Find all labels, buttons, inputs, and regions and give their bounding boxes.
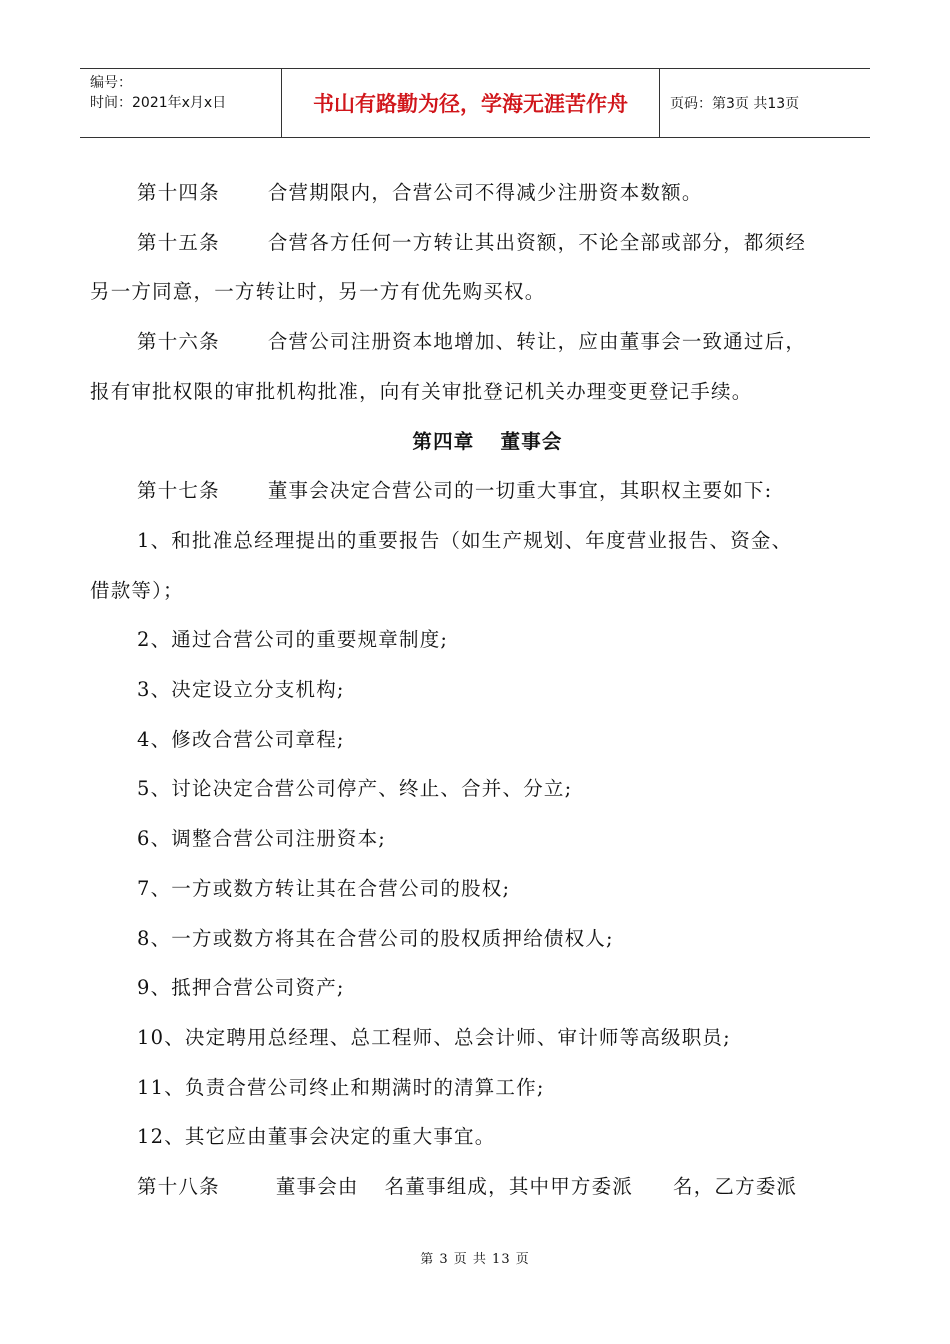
list-item-continued: 借款等）； [90, 578, 184, 602]
article-18 [90, 1162, 865, 1212]
page-header [80, 68, 870, 138]
article-number: 第十五条 [137, 230, 220, 254]
list-item: 7、一方或数方转让其在合营公司的股权; [137, 876, 511, 900]
article-text-part2: 名董事组成，其中甲方委派 [384, 1175, 634, 1199]
list-item: 6、调整合营公司注册资本; [137, 827, 387, 851]
header-meta [80, 69, 282, 137]
article-16-continued: 报有审批权限的审批机构批准，向有关审批登记机关办理变更登记手续。 [90, 379, 753, 403]
article-number: 第十八条 [137, 1175, 220, 1199]
list-item: 2、通过合营公司的重要规章制度; [137, 628, 449, 652]
list-item: 12、其它应由董事会决定的重大事宜。 [137, 1125, 496, 1149]
chapter-title: 董事会 [500, 429, 563, 453]
list-item: 11、负责合营公司终止和期满时的清算工作; [137, 1075, 545, 1099]
article-16 [90, 317, 865, 367]
list-item: 5、讨论决定合营公司停产、终止、合并、分立; [137, 777, 573, 801]
article-text: 合营各方任何一方转让其出资额，不论全部或部分，都须经 [267, 230, 807, 254]
article-15-continued: 另一方同意，一方转让时，另一方有优先购买权。 [90, 280, 546, 304]
article-text: 合营公司注册资本地增加、转让，应由董事会一致通过后， [267, 330, 807, 354]
article-text-part3: 名，乙方委派 [673, 1175, 798, 1199]
article-text: 董事会决定合营公司的一切重大事宜，其职权主要如下: [267, 479, 773, 503]
chapter-number: 第四章 [412, 429, 475, 453]
list-item: 10、决定聘用总经理、总工程师、总会计师、审计师等高级职员; [137, 1025, 731, 1049]
list-item: 3、决定设立分支机构; [137, 678, 345, 702]
document-body [90, 168, 865, 1212]
header-page-info: 页码：第3页 共13页 [670, 96, 800, 112]
article-number: 第十七条 [137, 479, 220, 503]
document-date: 时间：2021年x月x日 [90, 95, 227, 111]
chapter-heading [90, 417, 865, 467]
header-motto: 书山有路勤为径，学海无涯苦作舟 [282, 69, 660, 137]
article-14 [90, 168, 865, 218]
article-text-part1: 董事会由 [275, 1175, 359, 1199]
list-item: 8、一方或数方将其在合营公司的股权质押给债权人; [137, 926, 614, 950]
page-footer: 第 3 页 共 13 页 [420, 1252, 530, 1267]
list-item: 9、抵押合营公司资产; [137, 976, 345, 1000]
list-item: 1、和批准总经理提出的重要报告（如生产规划、年度营业报告、资金、 [137, 528, 793, 552]
article-15 [90, 218, 865, 268]
article-number: 第十六条 [137, 330, 220, 354]
document-number-label: 编号： [90, 75, 132, 91]
article-text: 合营期限内，合营公司不得减少注册资本数额。 [267, 181, 703, 204]
list-item: 4、修改合营公司章程; [137, 727, 345, 751]
article-number: 第十四条 [137, 181, 220, 204]
article-17 [90, 466, 865, 516]
